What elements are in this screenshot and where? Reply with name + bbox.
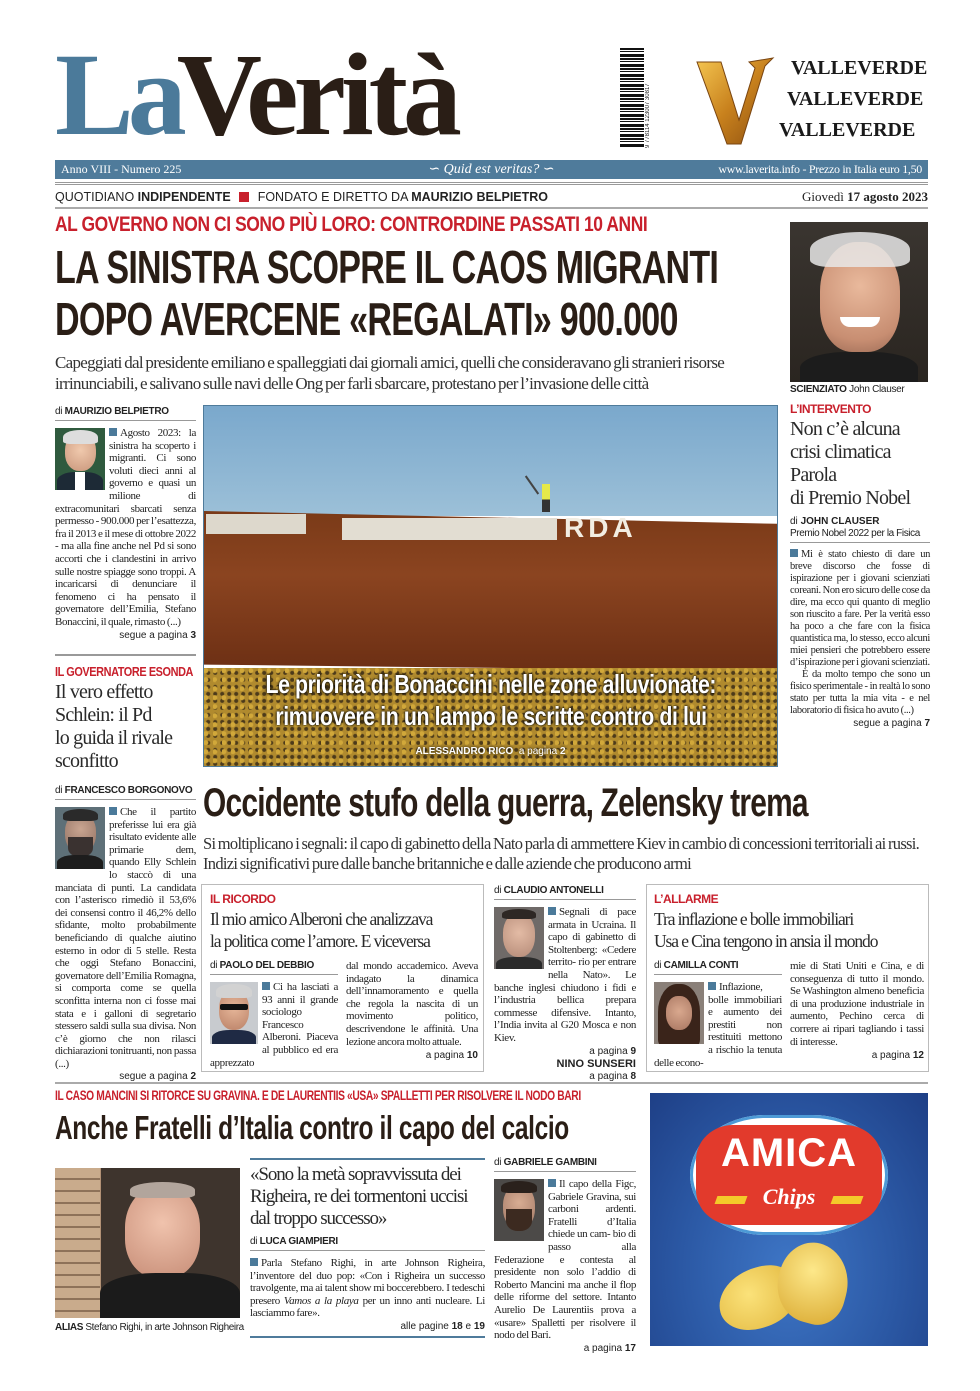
alberoni-headline[interactable] xyxy=(210,908,480,952)
divider xyxy=(55,654,196,656)
headline-line: Usa e Cina tengono in ansia il mondo xyxy=(654,931,878,951)
caption-label: SCIENZIATO xyxy=(790,384,847,395)
calcio-headline[interactable]: Anche Fratelli d’Italia contro il capo del calcio xyxy=(55,1109,569,1146)
bullet-square-icon xyxy=(548,1179,556,1187)
gambini-body xyxy=(494,1178,636,1342)
info-bar xyxy=(55,160,928,179)
by-label: di xyxy=(55,785,63,796)
author-name: JOHN CLAUSER xyxy=(800,516,880,527)
body-text: Schlein lo staccò di una manciata di punti. La candidata con l’asterisco rimediò il 53,6% dei consensi contro il 46,2% dello sfidante, molto probabilmente beneficiando di qualche aiutino esterno in odor di 5 stelle. Resta che oggi Stefano Bonaccini, governatore dell’Emilia Romagna, si comporta come se quella sconfitta interna non ci fosse mai stata e i galloni di segretario stessero saldi sulla sua divisa. Non c’è giorno che non rilasci dichiarazioni tonitruanti, non passa (...) xyxy=(55,856,196,1070)
date-value: 17 agosto 2023 xyxy=(847,189,928,204)
clauser-continue[interactable] xyxy=(790,718,930,730)
author-name: NINO SUNSERI xyxy=(556,1057,636,1070)
motto xyxy=(355,160,628,179)
photo-john-clauser xyxy=(790,222,928,382)
page-number: 17 xyxy=(624,1342,636,1354)
clauser-paragraph-1 xyxy=(790,549,930,669)
subheader-date xyxy=(802,188,928,206)
sponsor-line-2: VALLEVERDE xyxy=(787,88,924,110)
body-text: un milione di extracomunitari sbarcati senza permesso - 900.000 per l’esattezza, fra il 2013 e il mese di ottobre 2022 - ma alla fine anche nel Pd si sono accorti che i clandestini in arrivo sulle nostre spiagge sono troppi. A incaricarsi di denunciare il fenomeno ci ha pensato il governatore dell’Emilia, Stefano Bonaccini, il quale, rimasto (...) xyxy=(55,477,196,628)
alberoni-col1 xyxy=(210,960,338,1069)
page-label: a pagina xyxy=(425,1050,465,1062)
photo-headline-line: rimuovere in un lampo le scritte contro di lui xyxy=(274,701,707,731)
body-text: Ci ha lasciati a 93 anni il grande sociologo Francesco Alberoni. Piaceva al pubblico ed era apprezzato xyxy=(210,981,338,1069)
red-square-icon xyxy=(239,192,249,202)
conti-kicker: L’ALLARME xyxy=(654,892,719,906)
war-headline[interactable]: Occidente stufo della guerra, Zelensky trema xyxy=(203,781,808,825)
author-name: ALESSANDRO RICO xyxy=(415,746,514,757)
antonelli-byline xyxy=(494,885,636,900)
body-text: Mi è stato chiesto di dare un breve discorso che fosse di ispirazione per i giovani scienziati coreani. Non ero sicuro delle cose da dire, ma ecco qui quanto di meglio son riuscito a fare. Per la verità esso ha poco a che fare con la fisica quantistica ma, lo stesso, ecco alcuni miei pensieri che potrebbero essere d’ispirazione per i giovani scienziati. xyxy=(790,549,930,668)
lead-summary: Capeggiati dal presidente emiliano e spalleggiati dai giornali amici, quelli che consideravano gli stranieri risorse irrinunciabili, e salivano sulle navi delle Ong per farli sbarcare, protestano per l’invasione delle città xyxy=(55,353,725,393)
barcode-number: 9 778114 123007 30817 xyxy=(645,83,651,148)
headline-line: Parola xyxy=(790,464,837,486)
sponsor-valleverde[interactable] xyxy=(695,52,930,147)
worker-figure xyxy=(542,484,550,512)
sunseri-byline[interactable] xyxy=(494,1058,636,1071)
sponsor-line-3: VALLEVERDE xyxy=(779,119,916,141)
whitewash-patch-1 xyxy=(206,514,306,534)
editorial-continue[interactable] xyxy=(55,630,196,642)
photo-gabriele-gambini xyxy=(494,1179,544,1241)
ad-brand: AMICA xyxy=(720,1131,858,1175)
headline-line: lo guida il rivale xyxy=(55,727,173,749)
page-label: a pagina xyxy=(518,746,558,757)
issue-number: Anno VIII - Numero 225 xyxy=(61,162,182,176)
alberoni-kicker: IL RICORDO xyxy=(210,892,276,906)
righeira-headline[interactable]: «Sono la metà sopravvissuta dei Righeira, re dei tormentoni uccisi dal troppo successo» xyxy=(250,1164,468,1229)
whitewash-patch-2 xyxy=(342,518,557,540)
sky xyxy=(204,406,777,516)
valleverde-v-icon xyxy=(695,54,775,146)
headline-line: crisi climatica xyxy=(790,441,891,463)
logo-la: La xyxy=(55,29,181,160)
clauser-author-title: Premio Nobel 2022 per la Fisica xyxy=(790,528,930,543)
conti-page-link[interactable] xyxy=(790,1050,924,1062)
subheader-quotidiano: QUOTIDIANO xyxy=(55,190,135,204)
ad-stripe-left xyxy=(715,1196,748,1204)
page-label: a pagina xyxy=(589,1070,628,1082)
alberoni-body-col2: dal mondo accademico. Aveva indagato la dinamica dell’innamoramento e quella che regola la nascita di un movimento politico, descrivendone le affinità. Una lezione ancora molto attuale. xyxy=(346,960,478,1048)
page-number: 10 xyxy=(466,1050,478,1062)
sponsor-line-1: VALLEVERDE xyxy=(791,57,928,79)
body-text: per un inno anti nucleare. Li lasciammo fare». xyxy=(250,1294,486,1320)
conti-headline[interactable] xyxy=(654,908,926,952)
clauser-headline[interactable] xyxy=(790,418,930,510)
editorial-byline xyxy=(55,406,196,421)
gambini-column xyxy=(494,1157,636,1355)
schlein-headline[interactable] xyxy=(55,681,196,773)
body-text: Segnali di pace armata in Ucraina. Il capo di gabinetto di Stoltenberg: «Cedere territo- xyxy=(548,906,636,969)
righeira-caption xyxy=(55,1322,245,1334)
page-label: alle pagine xyxy=(400,1320,449,1332)
info-bar-rule xyxy=(55,182,928,185)
alberoni-col2 xyxy=(346,960,478,1062)
website-price[interactable]: www.laverita.info - Prezzo in Italia euro 1,50 xyxy=(718,162,922,176)
clauser-byline xyxy=(790,516,930,528)
caption-label: ALIAS xyxy=(55,1322,84,1333)
barcode xyxy=(620,48,651,148)
body-text: Inflazione, bolle immobiliari e aumento dei prestiti non restituiti mettono a rischio la tenuta delle econo- xyxy=(654,981,782,1069)
flourish-left-icon: ∽ xyxy=(428,162,444,177)
editorial-body xyxy=(55,427,196,629)
valleverde-v-logo xyxy=(695,54,775,146)
body-text: Agosto 2023: la sinistra ha scoperto i migranti. Ci sono voluti dieci anni al governo e quasi xyxy=(109,427,196,490)
righeira-column xyxy=(250,1158,485,1338)
conti-body-col2: mie di Stati Uniti e Cina, e di conseguenza di tutto il mondo. Se Washington almeno beneficia di una produzione industriale in aumento, Pechino cerca di correre ai ripari tagliando i tassi di interesse. xyxy=(790,960,924,1048)
by-label: di xyxy=(494,1157,502,1168)
continue-page: 2 xyxy=(190,1071,196,1083)
bullet-square-icon xyxy=(250,1258,258,1266)
page-number: 19 xyxy=(473,1320,485,1332)
schlein-body xyxy=(55,806,196,1070)
gambini-byline xyxy=(494,1157,636,1172)
photo-claudio-antonelli xyxy=(494,907,544,969)
continue-page: 3 xyxy=(190,629,196,641)
page-conjunction: e xyxy=(465,1320,472,1332)
wall-graffiti: RDA xyxy=(564,512,637,543)
photo-francesco-borgonovo xyxy=(55,807,105,869)
subheader-director: MAURIZIO BELPIETRO xyxy=(411,190,549,204)
schlein-kicker: IL GOVERNATORE ESONDA xyxy=(55,664,194,679)
ad-amica-chips[interactable] xyxy=(650,1093,928,1346)
bullet-square-icon xyxy=(708,982,716,990)
photo-johnson-righeira xyxy=(55,1168,240,1318)
body-text: Il capo della Figc, Gabriele Gravina, sui carboni ardenti. Fratelli d’Italia chiede un cam- xyxy=(548,1178,636,1241)
clauser-body xyxy=(790,549,930,717)
war-summary: Si moltiplicano i segnali: il capo di gabinetto della Nato parla di ammettere Kiev in cambio di concessioni territoriali ai russi. Indizi significativi pure dalle banche britanniche e dalle aziende che producono armi xyxy=(203,834,920,873)
page-number: 8 xyxy=(630,1070,636,1082)
continue-label: segue a pagina xyxy=(119,629,188,641)
conti-body-col1 xyxy=(654,981,782,1069)
headline-line: di Premio Nobel xyxy=(790,487,911,509)
logo-verita: Verità xyxy=(176,29,457,160)
lead-kicker: AL GOVERNO NON CI SONO PIÙ LORO: CONTRORDINE PASSATI 10 ANNI xyxy=(55,213,648,236)
clauser-column xyxy=(790,384,930,730)
author-name: LUCA GIAMPIERI xyxy=(259,1236,338,1247)
page-label: a pagina xyxy=(871,1050,911,1062)
conti-byline xyxy=(654,960,782,975)
ad-stripe-right xyxy=(831,1196,864,1204)
antonelli-page-link[interactable] xyxy=(494,1046,636,1058)
headline-line: Schlein: il Pd xyxy=(55,704,152,726)
antonelli-column xyxy=(494,885,636,1083)
clauser-caption xyxy=(790,384,930,396)
caption-name: John Clauser xyxy=(849,384,905,395)
righeira-page-link[interactable] xyxy=(250,1321,485,1333)
barcode-bars xyxy=(620,48,644,148)
schlein-column xyxy=(55,654,196,1083)
headline-line: Il mio amico Alberoni che analizzava xyxy=(210,909,433,929)
bullet-square-icon xyxy=(790,549,798,557)
headline-line: la politica come l’amore. E viceversa xyxy=(210,931,430,951)
body-text: Che il partito preferisse lui era già risultato evidente alle primarie dem, quando Elly xyxy=(109,806,196,869)
editorial-column xyxy=(55,406,196,642)
headline-line: sconfitto xyxy=(55,750,118,772)
lead-headline-2[interactable]: DOPO AVERCENE «REGALATI» 900.000 xyxy=(55,293,678,345)
alberoni-page-link[interactable] xyxy=(346,1050,478,1062)
conti-col2 xyxy=(790,960,924,1062)
photo-headline-line: Le priorità di Bonaccini nelle zone alluvionate: xyxy=(265,669,716,699)
photo-camilla-conti xyxy=(654,982,704,1044)
page-label: a pagina xyxy=(589,1045,628,1057)
body-text: rio per entrare nella Nato». Le banche inglesi chiudono i fidi e l’industria bellica prepara commesse difensive. Intanto, l’India invita al G20 Mosca e non Kiev. xyxy=(494,956,636,1044)
by-label: di xyxy=(654,960,662,971)
subheader xyxy=(55,188,928,206)
by-label: di xyxy=(55,406,63,417)
photo-maurizio-belpietro xyxy=(55,428,105,490)
divider xyxy=(250,1336,485,1338)
author-name: GABRIELE GAMBINI xyxy=(503,1157,597,1168)
bullet-square-icon xyxy=(109,428,117,436)
author-name: CAMILLA CONTI xyxy=(663,960,739,971)
bullet-square-icon xyxy=(262,982,270,990)
date-day: Giovedì xyxy=(801,189,844,204)
lead-headline-1[interactable]: LA SINISTRA SCOPRE IL CAOS MIGRANTI xyxy=(55,241,719,293)
motto-text: Quid est veritas? xyxy=(443,162,540,177)
author-name: MAURIZIO BELPIETRO xyxy=(64,406,169,417)
photo-bonaccini-wall[interactable] xyxy=(203,405,778,767)
subheader-indipendente: INDIPENDENTE xyxy=(137,190,231,204)
conti-col1 xyxy=(654,960,782,1069)
by-label: di xyxy=(494,885,502,896)
headline-line: Tra inflazione e bolle immobiliari xyxy=(654,909,854,929)
continue-page: 7 xyxy=(924,718,930,729)
photo-credit xyxy=(204,746,777,758)
flourish-right-icon: ∽ xyxy=(539,162,555,177)
gambini-page-link[interactable] xyxy=(494,1343,636,1355)
body-text: bio di passo alla Federazione e contesta al presidente non solo l’addio di Roberto Mancini ma anche il flop delle riforme del settore. Intanto Aurelio De Laurentiis prova a «usare» Spalletti per risolvere il nodo del Bari. xyxy=(494,1228,637,1342)
alberoni-body-col1 xyxy=(210,981,338,1069)
by-label: di xyxy=(790,516,798,527)
photo-paolo-del-debbio xyxy=(210,982,258,1044)
body-text: Parla Stefano Righi, in arte Johnson Righeira, l’inventore del duo pop: «Con i Righeira un successo travolgente, ma ai talent show mi boccerebbero. I tedeschi presero xyxy=(250,1257,485,1307)
subheader-rule xyxy=(55,207,928,209)
page-label: a pagina xyxy=(583,1342,623,1354)
schlein-byline xyxy=(55,785,196,800)
author-name: PAOLO DEL DEBBIO xyxy=(219,960,314,971)
page-number: 9 xyxy=(630,1045,636,1057)
headline-line: Non c’è alcuna xyxy=(790,418,900,440)
song-title: Vamos a la playa xyxy=(283,1294,359,1307)
page-number: 12 xyxy=(912,1050,924,1062)
clauser-kicker: L’INTERVENTO xyxy=(790,402,871,416)
continue-label: segue a pagina xyxy=(119,1071,188,1083)
by-label: di xyxy=(250,1236,258,1247)
antonelli-body xyxy=(494,906,636,1045)
page-number: 2 xyxy=(559,746,566,757)
sunseri-page-link[interactable] xyxy=(494,1071,636,1083)
body-text: È da molto tempo che sono un fisico sperimentale - in realtà lo sono stato per tutta la mia vita - e nel laboratorio di fisica ho avuto (...) xyxy=(790,669,930,716)
caption-text: Stefano Righi, in arte Johnson Righeira xyxy=(85,1322,244,1333)
continue-label: segue a pagina xyxy=(853,718,922,729)
bullet-square-icon xyxy=(548,907,556,915)
righeira-byline xyxy=(250,1236,485,1251)
ad-sub: Chips xyxy=(762,1184,816,1209)
righeira-body xyxy=(250,1257,485,1320)
page-number: 18 xyxy=(451,1320,463,1332)
author-name: FRANCESCO BORGONOVO xyxy=(64,785,193,796)
divider xyxy=(55,1082,928,1084)
calcio-kicker: IL CASO MANCINI SI RITORCE SU GRAVINA. E DE LAURENTIIS «USA» SPALLETTI PER RISOLVERE IL NODO BARI xyxy=(55,1088,581,1103)
divider xyxy=(250,1158,485,1160)
by-label: di xyxy=(210,960,218,971)
bullet-square-icon xyxy=(109,807,117,815)
photo-headline[interactable] xyxy=(204,668,777,732)
author-name: CLAUDIO ANTONELLI xyxy=(503,885,604,896)
headline-line: Il vero effetto xyxy=(55,681,153,703)
subheader-fondato: FONDATO E DIRETTO DA xyxy=(257,190,408,204)
masthead-logo[interactable] xyxy=(55,29,457,160)
alberoni-byline xyxy=(210,960,338,975)
